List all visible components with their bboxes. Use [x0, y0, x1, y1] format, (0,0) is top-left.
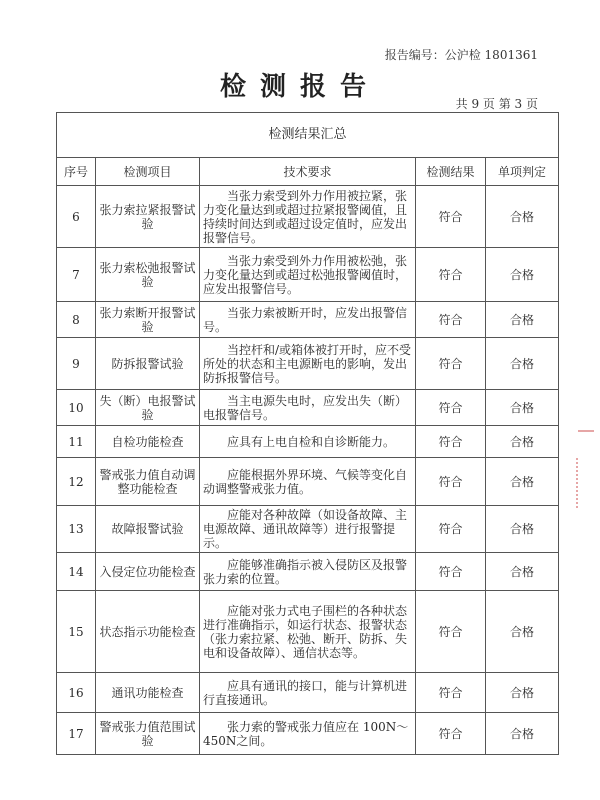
- row-result: 符合: [416, 186, 486, 248]
- results-table: [56, 112, 559, 755]
- row-item: 防拆报警试验: [96, 338, 200, 390]
- header-item: 检测项目: [96, 158, 200, 186]
- row-verdict: 合格: [486, 390, 559, 426]
- row-requirement: 当控杆和/或箱体被打开时，应不受所处的状态和主电源断电的影响，发出防拆报警信号。: [200, 338, 416, 390]
- page-title: 检测报告: [219, 72, 380, 102]
- row-verdict: 合格: [486, 338, 559, 390]
- table-row: [57, 673, 559, 713]
- table-row: [57, 338, 559, 390]
- row-result: 符合: [416, 338, 486, 390]
- table-row: [57, 186, 559, 248]
- row-verdict: 合格: [486, 426, 559, 458]
- row-item: 张力索断开报警试验: [96, 302, 200, 338]
- table-header: [57, 158, 559, 186]
- row-item: 张力索拉紧报警试验: [96, 186, 200, 248]
- row-result: 符合: [416, 673, 486, 713]
- table-row: [57, 591, 559, 673]
- row-item: 警戒张力值范围试验: [96, 713, 200, 755]
- row-requirement: 应具有上电自检和自诊断能力。: [200, 426, 416, 458]
- row-no: 16: [57, 673, 96, 713]
- row-verdict: 合格: [486, 591, 559, 673]
- row-result: 符合: [416, 553, 486, 591]
- row-no: 14: [57, 553, 96, 591]
- row-result: 符合: [416, 506, 486, 553]
- row-result: 符合: [416, 713, 486, 755]
- row-verdict: 合格: [486, 673, 559, 713]
- row-no: 13: [57, 506, 96, 553]
- row-result: 符合: [416, 458, 486, 506]
- row-result: 符合: [416, 390, 486, 426]
- row-result: 符合: [416, 302, 486, 338]
- row-verdict: 合格: [486, 553, 559, 591]
- row-no: 12: [57, 458, 96, 506]
- row-requirement: 应具有通讯的接口，能与计算机进行直接通讯。: [200, 673, 416, 713]
- row-no: 17: [57, 713, 96, 755]
- table-row: [57, 302, 559, 338]
- row-requirement: 应能对各种故障（如设备故障、主电源故障、通讯故障等）进行报警提示。: [200, 506, 416, 553]
- report-number: 报告编号：公沪检 1801361: [384, 48, 538, 62]
- summary-row: [57, 113, 559, 158]
- table-row: [57, 248, 559, 302]
- row-item: 故障报警试验: [96, 506, 200, 553]
- row-result: 符合: [416, 248, 486, 302]
- row-no: 7: [57, 248, 96, 302]
- row-item: 自检功能检查: [96, 426, 200, 458]
- row-item: 失（断）电报警试验: [96, 390, 200, 426]
- row-no: 9: [57, 338, 96, 390]
- row-verdict: 合格: [486, 248, 559, 302]
- page-info: 共 9 页 第 3 页: [455, 97, 538, 111]
- row-requirement: 当张力索受到外力作用被松弛，张力变化量达到或超过松弛报警阈值时，应发出报警信号。: [200, 248, 416, 302]
- row-verdict: 合格: [486, 458, 559, 506]
- row-no: 11: [57, 426, 96, 458]
- header-requirement: 技术要求: [200, 158, 416, 186]
- row-requirement: 应能对张力式电子围栏的各种状态进行准确指示，如运行状态、报警状态（张力索拉紧、松弛、断开、防拆、失电和设备故障）、通信状态等。: [200, 591, 416, 673]
- row-requirement: 当主电源失电时，应发出失（断）电报警信号。: [200, 390, 416, 426]
- row-item: 入侵定位功能检查: [96, 553, 200, 591]
- table-row: [57, 390, 559, 426]
- row-no: 6: [57, 186, 96, 248]
- header-no: 序号: [57, 158, 96, 186]
- row-item: 警戒张力值自动调整功能检查: [96, 458, 200, 506]
- row-no: 10: [57, 390, 96, 426]
- row-verdict: 合格: [486, 302, 559, 338]
- row-item: 张力索松弛报警试验: [96, 248, 200, 302]
- row-verdict: 合格: [486, 506, 559, 553]
- row-requirement: 当张力索受到外力作用被拉紧，张力变化量达到或超过拉紧报警阈值，且持续时间达到或超过设定值时，应发出报警信号。: [200, 186, 416, 248]
- seal-fragment-edge: [576, 458, 594, 508]
- row-verdict: 合格: [486, 186, 559, 248]
- row-requirement: 张力索的警戒张力值应在 100N～450N之间。: [200, 713, 416, 755]
- row-requirement: 当张力索被断开时，应发出报警信号。: [200, 302, 416, 338]
- row-no: 15: [57, 591, 96, 673]
- header-verdict: 单项判定: [486, 158, 559, 186]
- table-row: [57, 506, 559, 553]
- row-result: 符合: [416, 426, 486, 458]
- table-row: [57, 426, 559, 458]
- row-item: 状态指示功能检查: [96, 591, 200, 673]
- table-row: [57, 553, 559, 591]
- row-result: 符合: [416, 591, 486, 673]
- seal-fragment-top: [578, 430, 594, 446]
- table-row: [57, 713, 559, 755]
- row-item: 通讯功能检查: [96, 673, 200, 713]
- header-result: 检测结果: [416, 158, 486, 186]
- row-requirement: 应能根据外界环境、气候等变化自动调整警戒张力值。: [200, 458, 416, 506]
- summary-title: 检测结果汇总: [57, 113, 559, 158]
- row-verdict: 合格: [486, 713, 559, 755]
- table-row: [57, 458, 559, 506]
- row-requirement: 应能够准确指示被入侵防区及报警张力索的位置。: [200, 553, 416, 591]
- row-no: 8: [57, 302, 96, 338]
